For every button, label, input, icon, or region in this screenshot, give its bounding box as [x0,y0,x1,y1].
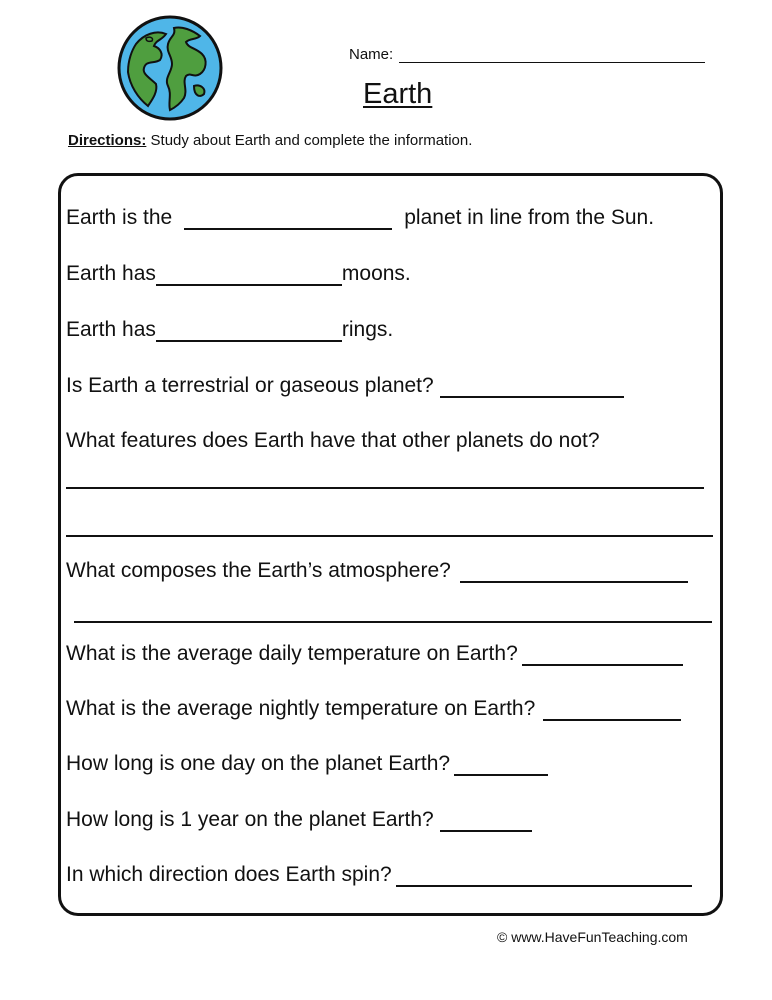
question-7-text: What is the average daily temperature on Earth? [66,642,518,665]
answer-blank-8[interactable] [543,699,681,721]
answer-blank-10[interactable] [440,810,532,832]
question-2-text-after: moons. [341,262,411,285]
question-10 [66,808,532,832]
answer-line-5a[interactable] [66,487,704,489]
question-1-text-after: planet in line from the Sun. [404,206,655,229]
question-3-text-after: rings. [341,318,394,341]
name-field[interactable] [349,46,705,63]
question-3 [66,318,393,342]
copyright-footer: © www.HaveFunTeaching.com [497,929,688,945]
answer-blank-4[interactable] [440,376,624,398]
directions-text: Study about Earth and complete the information. [146,132,473,149]
question-9-text: How long is one day on the planet Earth? [66,752,451,775]
answer-blank-2[interactable] [156,264,342,286]
question-5 [66,429,600,453]
name-input-line[interactable] [399,46,705,63]
question-9 [66,752,548,776]
answer-line-5b[interactable] [66,535,713,537]
answer-blank-9[interactable] [454,754,548,776]
question-3-text: Earth has [66,318,156,341]
question-4 [66,374,624,398]
question-8 [66,697,681,721]
page-title: Earth [363,78,433,110]
earth-globe-icon [116,14,224,122]
question-6-text: What composes the Earth’s atmosphere? [66,559,451,582]
question-1-text: Earth is the [66,206,173,229]
answer-blank-11[interactable] [396,865,692,887]
answer-blank-1[interactable] [184,208,392,230]
question-6 [66,559,688,583]
question-11-text: In which direction does Earth spin? [66,863,392,886]
question-7 [66,642,683,666]
question-2 [66,262,411,286]
directions-label: Directions: [68,132,147,149]
name-label: Name: [349,46,394,63]
question-4-text: Is Earth a terrestrial or gaseous planet? [66,374,434,397]
question-1 [66,206,654,230]
answer-blank-7[interactable] [522,644,683,666]
question-8-text: What is the average nightly temperature on Earth? [66,697,536,720]
answer-line-6b[interactable] [74,621,712,623]
question-2-text: Earth has [66,262,156,285]
answer-blank-3[interactable] [156,320,342,342]
directions [68,132,472,149]
question-10-text: How long is 1 year on the planet Earth? [66,808,434,831]
question-11 [66,863,692,887]
question-5-text: What features does Earth have that other planets do not? [66,429,600,452]
answer-blank-6[interactable] [460,561,688,583]
